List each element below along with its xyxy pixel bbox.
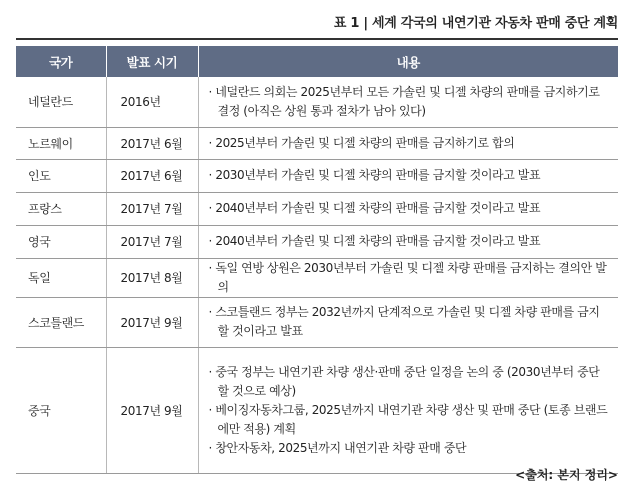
content-item: · 스코틀랜드 정부는 2032년까지 단계적으로 가솔린 및 디젤 차량 판매를 금지할 것이라고 발표 [208, 305, 600, 338]
date-cell: 2017년 9월 [106, 297, 198, 347]
table-row [16, 225, 618, 258]
table-row [16, 159, 618, 192]
date-cell: 2017년 6월 [106, 127, 198, 159]
country-cell: 영국 [16, 225, 106, 258]
date-cell: 2017년 7월 [106, 192, 198, 225]
date-cell: 2017년 6월 [106, 159, 198, 192]
date-cell: 2017년 8월 [106, 258, 198, 297]
country-cell: 인도 [16, 159, 106, 192]
table-row [16, 297, 618, 347]
content-item: · 중국 정부는 내연기관 차량 생산·판매 중단 일정을 논의 중 (2030년부터 중단할 것으로 예상) [208, 364, 600, 398]
table-caption: 표 1 | 세계 각국의 내연기관 자동차 판매 중단 계획 [333, 16, 618, 31]
content-item: · 2025년부터 가솔린 및 디젤 차량의 판매를 금지하기로 합의 [208, 135, 515, 150]
country-cell: 중국 [16, 347, 106, 473]
date-cell: 2016년 [106, 77, 198, 127]
phaseout-table [16, 46, 618, 474]
content-item: · 창안자동차, 2025년까지 내연기관 차량 판매 중단 [208, 440, 467, 455]
table-row [16, 347, 618, 473]
header-row [16, 46, 618, 77]
country-cell: 스코틀랜드 [16, 297, 106, 347]
content-item: · 2030년부터 가솔린 및 디젤 차량의 판매를 금지할 것이라고 발표 [208, 168, 541, 182]
date-cell: 2017년 9월 [106, 347, 198, 473]
country-cell: 프랑스 [16, 192, 106, 225]
country-cell: 네덜란드 [16, 77, 106, 127]
caption-rule [16, 38, 618, 40]
content-cell [198, 225, 618, 258]
header-country: 국가 [16, 46, 106, 77]
table-row [16, 192, 618, 225]
source-note: <출처: 본지 정리> [515, 468, 618, 482]
content-item: · 독일 연방 상원은 2030년부터 가솔린 및 디젤 차량 판매를 금지하는 결의안 발의 [208, 260, 607, 294]
content-cell [198, 258, 618, 297]
table-row [16, 258, 618, 297]
header-date: 발표 시기 [106, 46, 198, 77]
country-cell: 독일 [16, 258, 106, 297]
content-cell [198, 347, 618, 473]
content-cell [198, 77, 618, 127]
content-item: · 2040년부터 가솔린 및 디젤 차량의 판매를 금지할 것이라고 발표 [208, 201, 541, 215]
content-item: · 네덜란드 의회는 2025년부터 모든 가솔린 및 디젤 차량의 판매를 금지하기로 결정 (아직은 상원 통과 절차가 남아 있다) [208, 84, 600, 118]
content-item: · 2040년부터 가솔린 및 디젤 차량의 판매를 금지할 것이라고 발표 [208, 234, 541, 248]
country-cell: 노르웨이 [16, 127, 106, 159]
table-row [16, 77, 618, 127]
content-cell [198, 297, 618, 347]
date-cell: 2017년 7월 [106, 225, 198, 258]
content-item: · 베이징자동차그룹, 2025년까지 내연기관 차량 생산 및 판매 중단 (토종 브랜드에만 적용) 계획 [208, 402, 608, 436]
header-content: 내용 [198, 46, 618, 77]
content-cell [198, 192, 618, 225]
content-cell [198, 159, 618, 192]
content-cell [198, 127, 618, 159]
table-row [16, 127, 618, 159]
